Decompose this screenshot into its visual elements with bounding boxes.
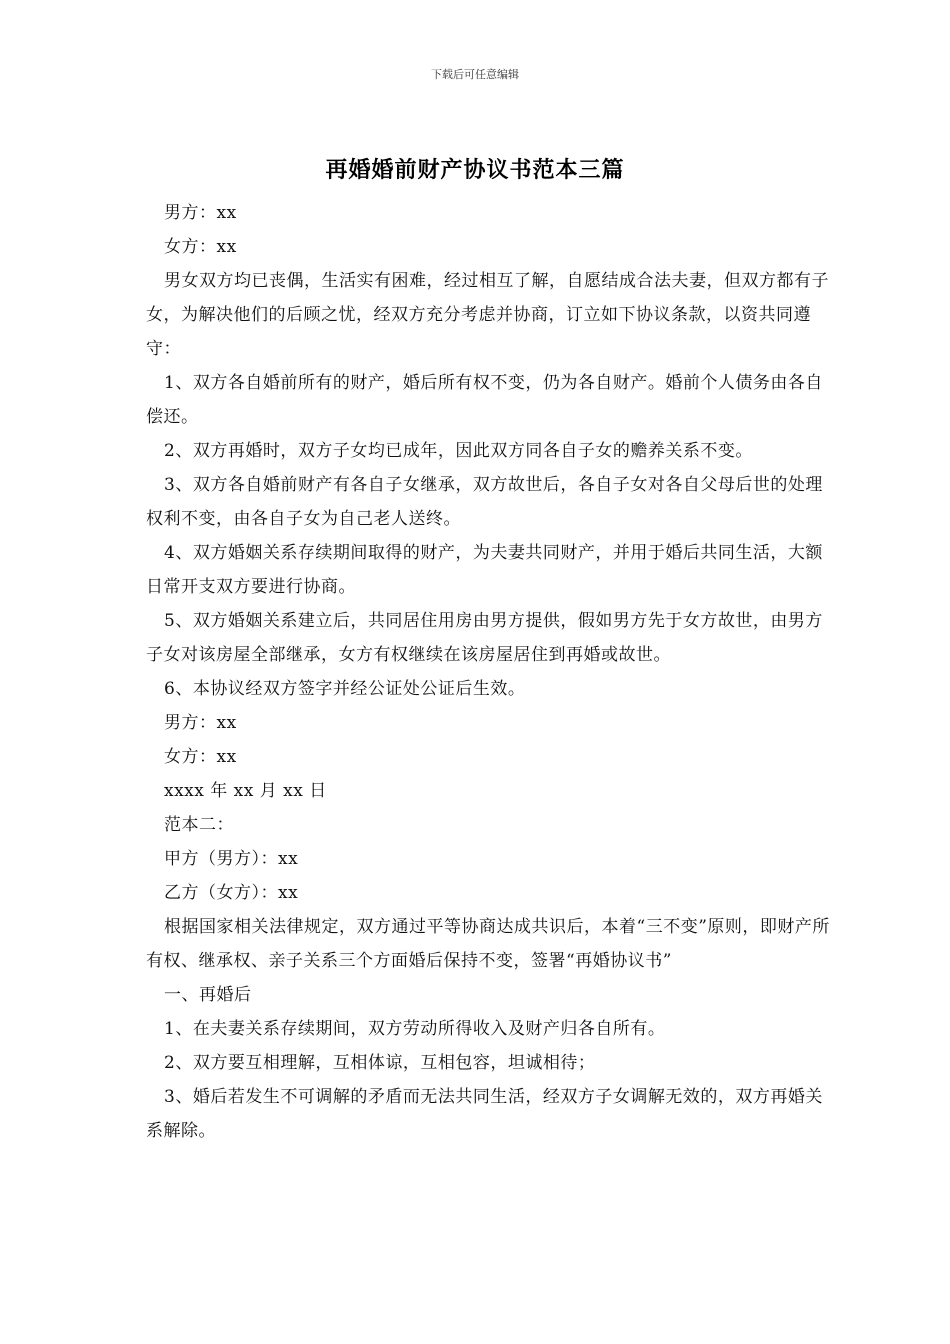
paragraph: 根据国家相关法律规定，双方通过平等协商达成共识后，本着“三不变”原则，即财产所有权、继承权、亲子关系三个方面婚后保持不变，签署“再婚协议书”	[146, 917, 830, 971]
paragraph: 一、再婚后	[164, 985, 252, 1005]
paragraph: 3、婚后若发生不可调解的矛盾而无法共同生活，经双方子女调解无效的，双方再婚关系解除。	[146, 1087, 823, 1141]
paragraph: 2、双方再婚时，双方子女均已成年，因此双方同各自子女的赡养关系不变。	[164, 441, 753, 461]
paragraph: 2、双方要互相理解，互相体谅，互相包容，坦诚相待；	[164, 1053, 596, 1073]
paragraph: 女方：xx	[164, 747, 237, 767]
paragraph: xxxx 年 xx 月 xx 日	[164, 781, 327, 801]
paragraph: 6、本协议经双方签字并经公证处公证后生效。	[164, 679, 526, 699]
paragraph: 3、双方各自婚前财产有各自子女继承，双方故世后，各自子女对各自父母后世的处理权利不变，由各自子女为自己老人送终。	[146, 475, 823, 529]
paragraph: 1、在夫妻关系存续期间，双方劳动所得收入及财产归各自所有。	[164, 1019, 666, 1039]
paragraph: 甲方（男方）：xx	[164, 849, 299, 869]
paragraph: 男女双方均已丧偶，生活实有困难，经过相互了解，自愿结成合法夫妻，但双方都有子女，为解决他们的后顾之忧，经双方充分考虑并协商，订立如下协议条款，以资共同遵守：	[146, 271, 829, 359]
page-header-note: 下载后可任意编辑	[431, 68, 519, 81]
document-title: 再婚婚前财产协议书范本三篇	[325, 157, 625, 183]
paragraph: 4、双方婚姻关系存续期间取得的财产，为夫妻共同财产，并用于婚后共同生活，大额日常开支双方要进行协商。	[146, 543, 823, 597]
paragraph: 5、双方婚姻关系建立后，共同居住用房由男方提供，假如男方先于女方故世，由男方子女对该房屋全部继承，女方有权继续在该房屋居住到再婚或故世。	[146, 611, 823, 665]
paragraph: 女方：xx	[164, 237, 237, 257]
paragraph: 1、双方各自婚前所有的财产，婚后所有权不变，仍为各自财产。婚前个人债务由各自偿还。	[146, 373, 823, 427]
paragraph: 男方：xx	[164, 203, 237, 223]
paragraph: 乙方（女方）：xx	[164, 883, 299, 903]
paragraph: 范本二：	[164, 815, 234, 835]
paragraph: 男方：xx	[164, 713, 237, 733]
document-body	[146, 196, 836, 1148]
